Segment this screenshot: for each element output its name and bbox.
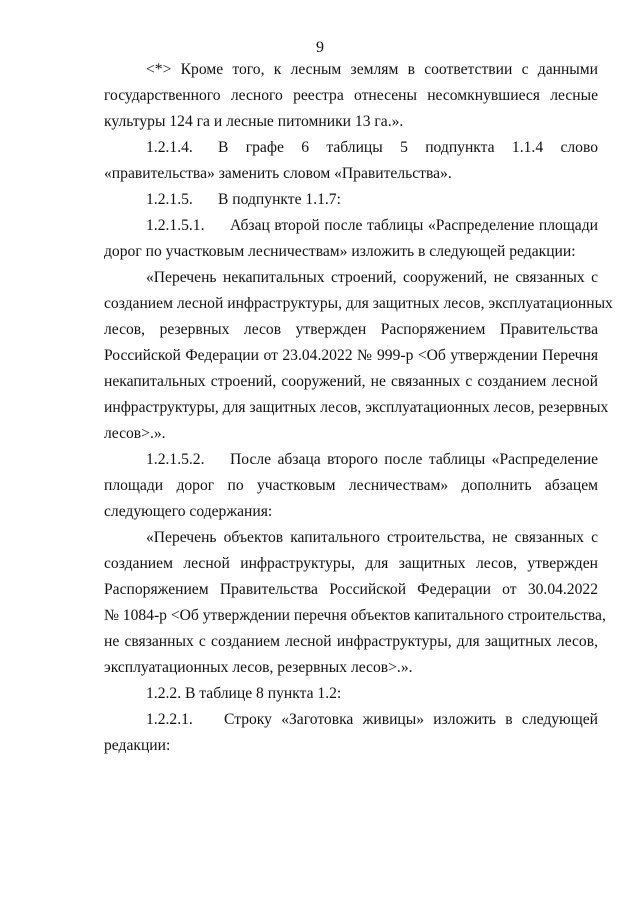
text-line: «Перечень объектов капитального строительства, не связанных с [146, 529, 598, 546]
text-line: Распоряжением Правительства Российской Федерации от 30.04.2022 [104, 581, 598, 598]
page-number: 9 [316, 39, 324, 56]
numbered-line [146, 138, 598, 158]
numbered-line [146, 450, 598, 470]
text-line: эксплуатационных лесов, резервных лесов>.». [104, 659, 413, 676]
text-line: «правительства» заменить словом «Правительства». [104, 165, 452, 182]
text-line: государственного лесного реестра отнесены несомкнувшиеся лесные [104, 87, 598, 104]
clause-number: 1.2.1.5.1. [146, 217, 205, 234]
text-line: инфраструктуры, для защитных лесов, эксплуатационных лесов, резервных [104, 399, 609, 416]
text-line: площади дорог по участковым лесничествам» дополнить абзацем [104, 477, 598, 494]
clause-text: Строку «Заготовка живицы» изложить в следующей [224, 711, 598, 728]
clause-number: 1.2.1.4. [146, 139, 193, 156]
text-line: культуры 124 га и лесные питомники 13 га.». [104, 113, 404, 130]
text-line: не связанных с созданием лесной инфраструктуры, для защитных лесов, [104, 633, 598, 650]
text-line: созданием лесной инфраструктуры, для защитных лесов, утвержден [104, 555, 598, 572]
text-line: дорог по участковым лесничествам» изложить в следующей редакции: [104, 243, 576, 260]
text-line: следующего содержания: [104, 503, 273, 520]
text-line: созданием лесной инфраструктуры, для защитных лесов, эксплуатационных [104, 295, 613, 312]
text-line: <*> Кроме того, к лесным землям в соответствии с данными [146, 61, 598, 78]
numbered-line [146, 216, 598, 236]
clause-number: 1.2.1.5.2. [146, 451, 205, 468]
clause-text: После абзаца второго после таблицы «Распределение [230, 451, 598, 468]
numbered-line [146, 710, 598, 730]
numbered-line [146, 190, 598, 210]
text-line: № 1084-р <Об утверждении перечня объектов капитального строительства, [104, 607, 606, 624]
text-line: лесов>.». [104, 425, 166, 442]
clause-text: В подпункте 1.1.7: [218, 191, 341, 208]
text-line: лесов, резервных лесов утвержден Распоряжением Правительства [104, 321, 598, 338]
text-line: 1.2.2. В таблице 8 пункта 1.2: [146, 685, 342, 702]
text-line: некапитальных строений, сооружений, не связанных с созданием лесной [104, 373, 598, 390]
text-line: «Перечень некапитальных строений, сооружений, не связанных с [146, 269, 598, 286]
text-line: редакции: [104, 737, 171, 754]
text-line: Российской Федерации от 23.04.2022 № 999-р <Об утверждении Перечня [104, 347, 598, 364]
clause-text: В графе 6 таблицы 5 подпункта 1.1.4 слово [218, 139, 598, 156]
clause-number: 1.2.2.1. [146, 711, 193, 728]
clause-number: 1.2.1.5. [146, 191, 193, 208]
clause-text: Абзац второй после таблицы «Распределение площади [230, 217, 598, 234]
